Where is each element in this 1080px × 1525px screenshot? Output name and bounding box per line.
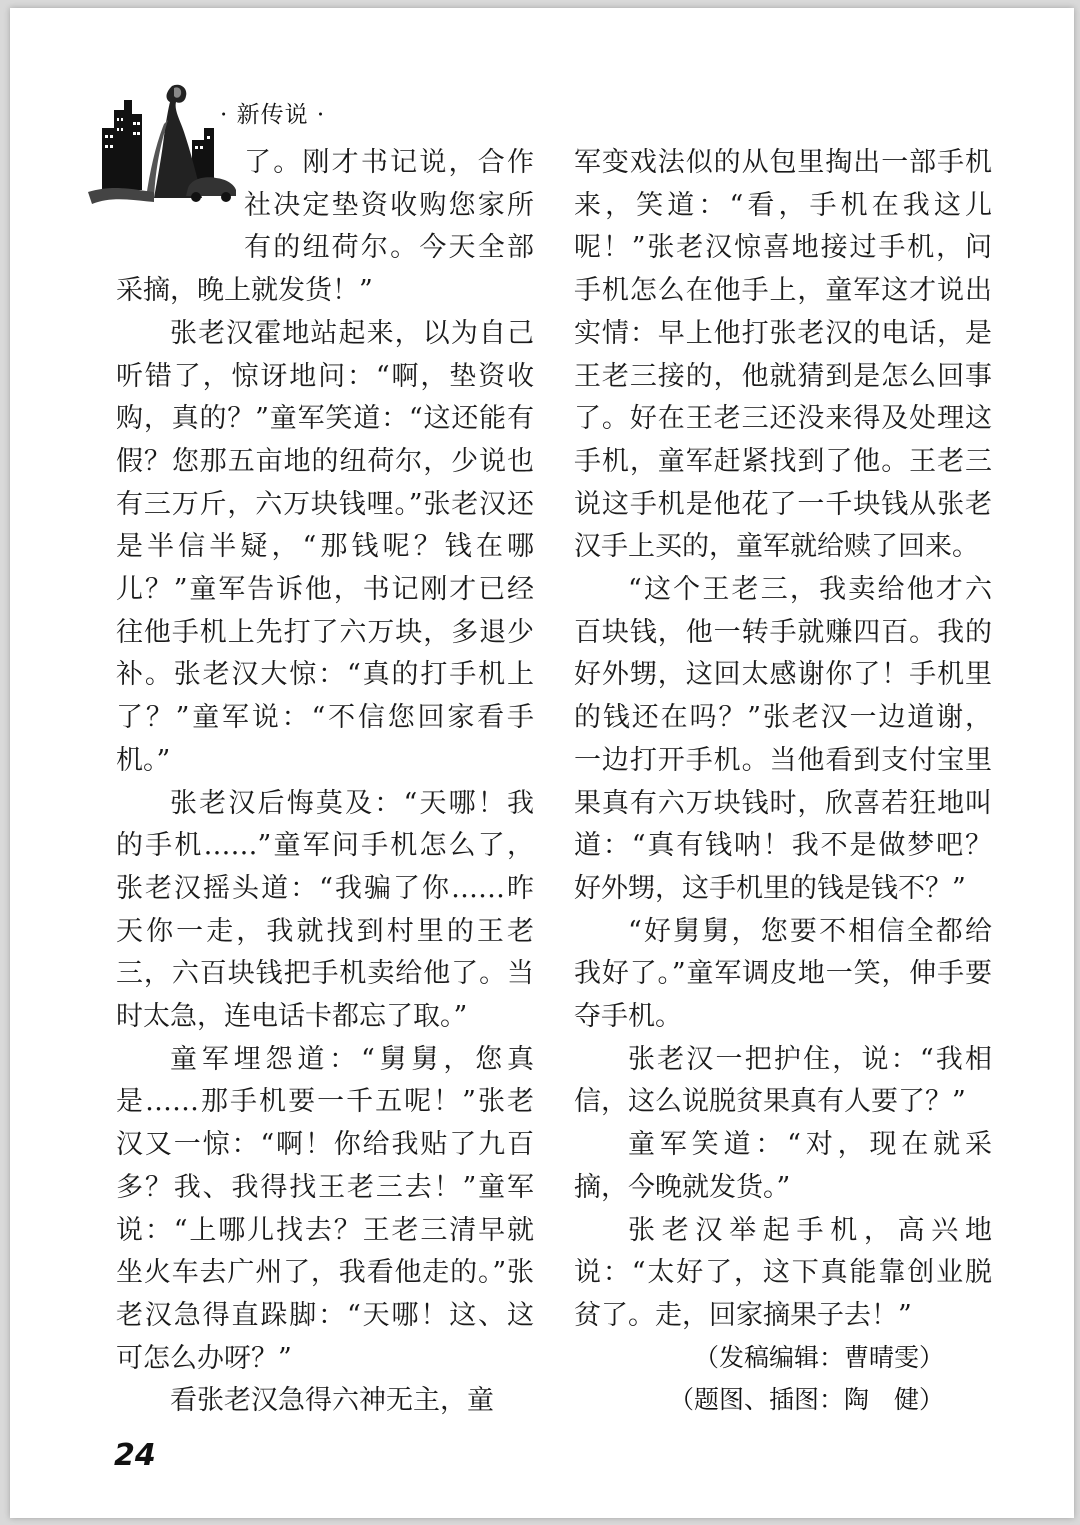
paragraph: “好舅舅，您要不相信全都给我好了。”童军调皮地一笑，伸手要夺手机。: [574, 915, 992, 1033]
right-column: [574, 142, 992, 1338]
left-column: [116, 142, 534, 1423]
paragraph: 看张老汉急得六神无主，童: [170, 1385, 494, 1417]
paragraph: 张老汉后悔莫及：“天哪！我的手机……”童军问手机怎么了，张老汉摇头道：“我骗了你……昨天你一走，我就找到村里的王老三，六百块钱把手机卖给他了。当时太急，连电话卡都忘了取。”: [116, 787, 534, 1033]
paragraph: 童军埋怨道：“舅舅，您真是……那手机要一千五呢！”张老汉又一惊：“啊！你给我贴了九百多？我、我得找王老三去！”童军说：“上哪儿找去？王老三清早就坐火车去广州了，我看他走的。”张老汉急得直跺脚：“天哪！这、这可怎么办呀？”: [116, 1043, 534, 1374]
paragraph: 张老汉霍地站起来，以为自己听错了，惊讶地问：“啊，垫资收购，真的？”童军笑道：“这还能有假？您那五亩地的纽荷尔，少说也有三万斤，六万块钱哩。”张老汉还是半信半疑，“那钱呢？钱在哪儿？”童军告诉他，书记刚才已经往他手机上先打了六万块，多退少补。张老汉大惊：“真的打手机上了？”童军说：“不信您回家看手机。”: [116, 317, 534, 776]
paragraph: 了。刚才书记说，合作社决定垫资收购您家所有的纽荷尔。今天全部采摘，晚上就发货！”: [116, 147, 534, 307]
page-number: 24: [114, 1438, 156, 1473]
editor-credit: （发稿编辑：曹晴雯）: [693, 1343, 944, 1372]
paragraph: 张老汉举起手机，高兴地说：“太好了，这下真能靠创业脱贫了。走，回家摘果子去！”: [574, 1214, 992, 1331]
illustration-wrap-space: [116, 142, 244, 228]
paragraph: 军变戏法似的从包里掏出一部手机来，笑道：“看，手机在我这儿呢！”张老汉惊喜地接过手机，问手机怎么在他手上，童军这才说出实情：早上他打张老汉的电话，是王老三接的，他就猜到是怎么回事了。好在王老三还没来得及处理这手机，童军赶紧找到了他。王老三说这手机是他花了一千块钱从张老汉手上买的，童军就给赎了回来。: [574, 147, 992, 563]
paragraph: 童军笑道：“对，现在就采摘，今晚就发货。”: [574, 1129, 992, 1203]
illustrator-credit: （题图、插图：陶 健）: [668, 1385, 944, 1414]
paragraph: “这个王老三，我卖给他才六百块钱，他一转手就赚四百。我的好外甥，这回太感谢你了！手机里的钱还在吗？”张老汉一边道谢，一边打开手机。当他看到支付宝里果真有六万块钱时，欣喜若狂地叫道：“真有钱呐！我不是做梦吧？好外甥，这手机里的钱是钱不？”: [574, 574, 992, 904]
section-tag: · 新传说 ·: [220, 102, 326, 128]
magazine-page: [10, 8, 1074, 1518]
paragraph: 张老汉一把护住，说：“我相信，这么说脱贫果真有人要了？”: [574, 1043, 992, 1118]
